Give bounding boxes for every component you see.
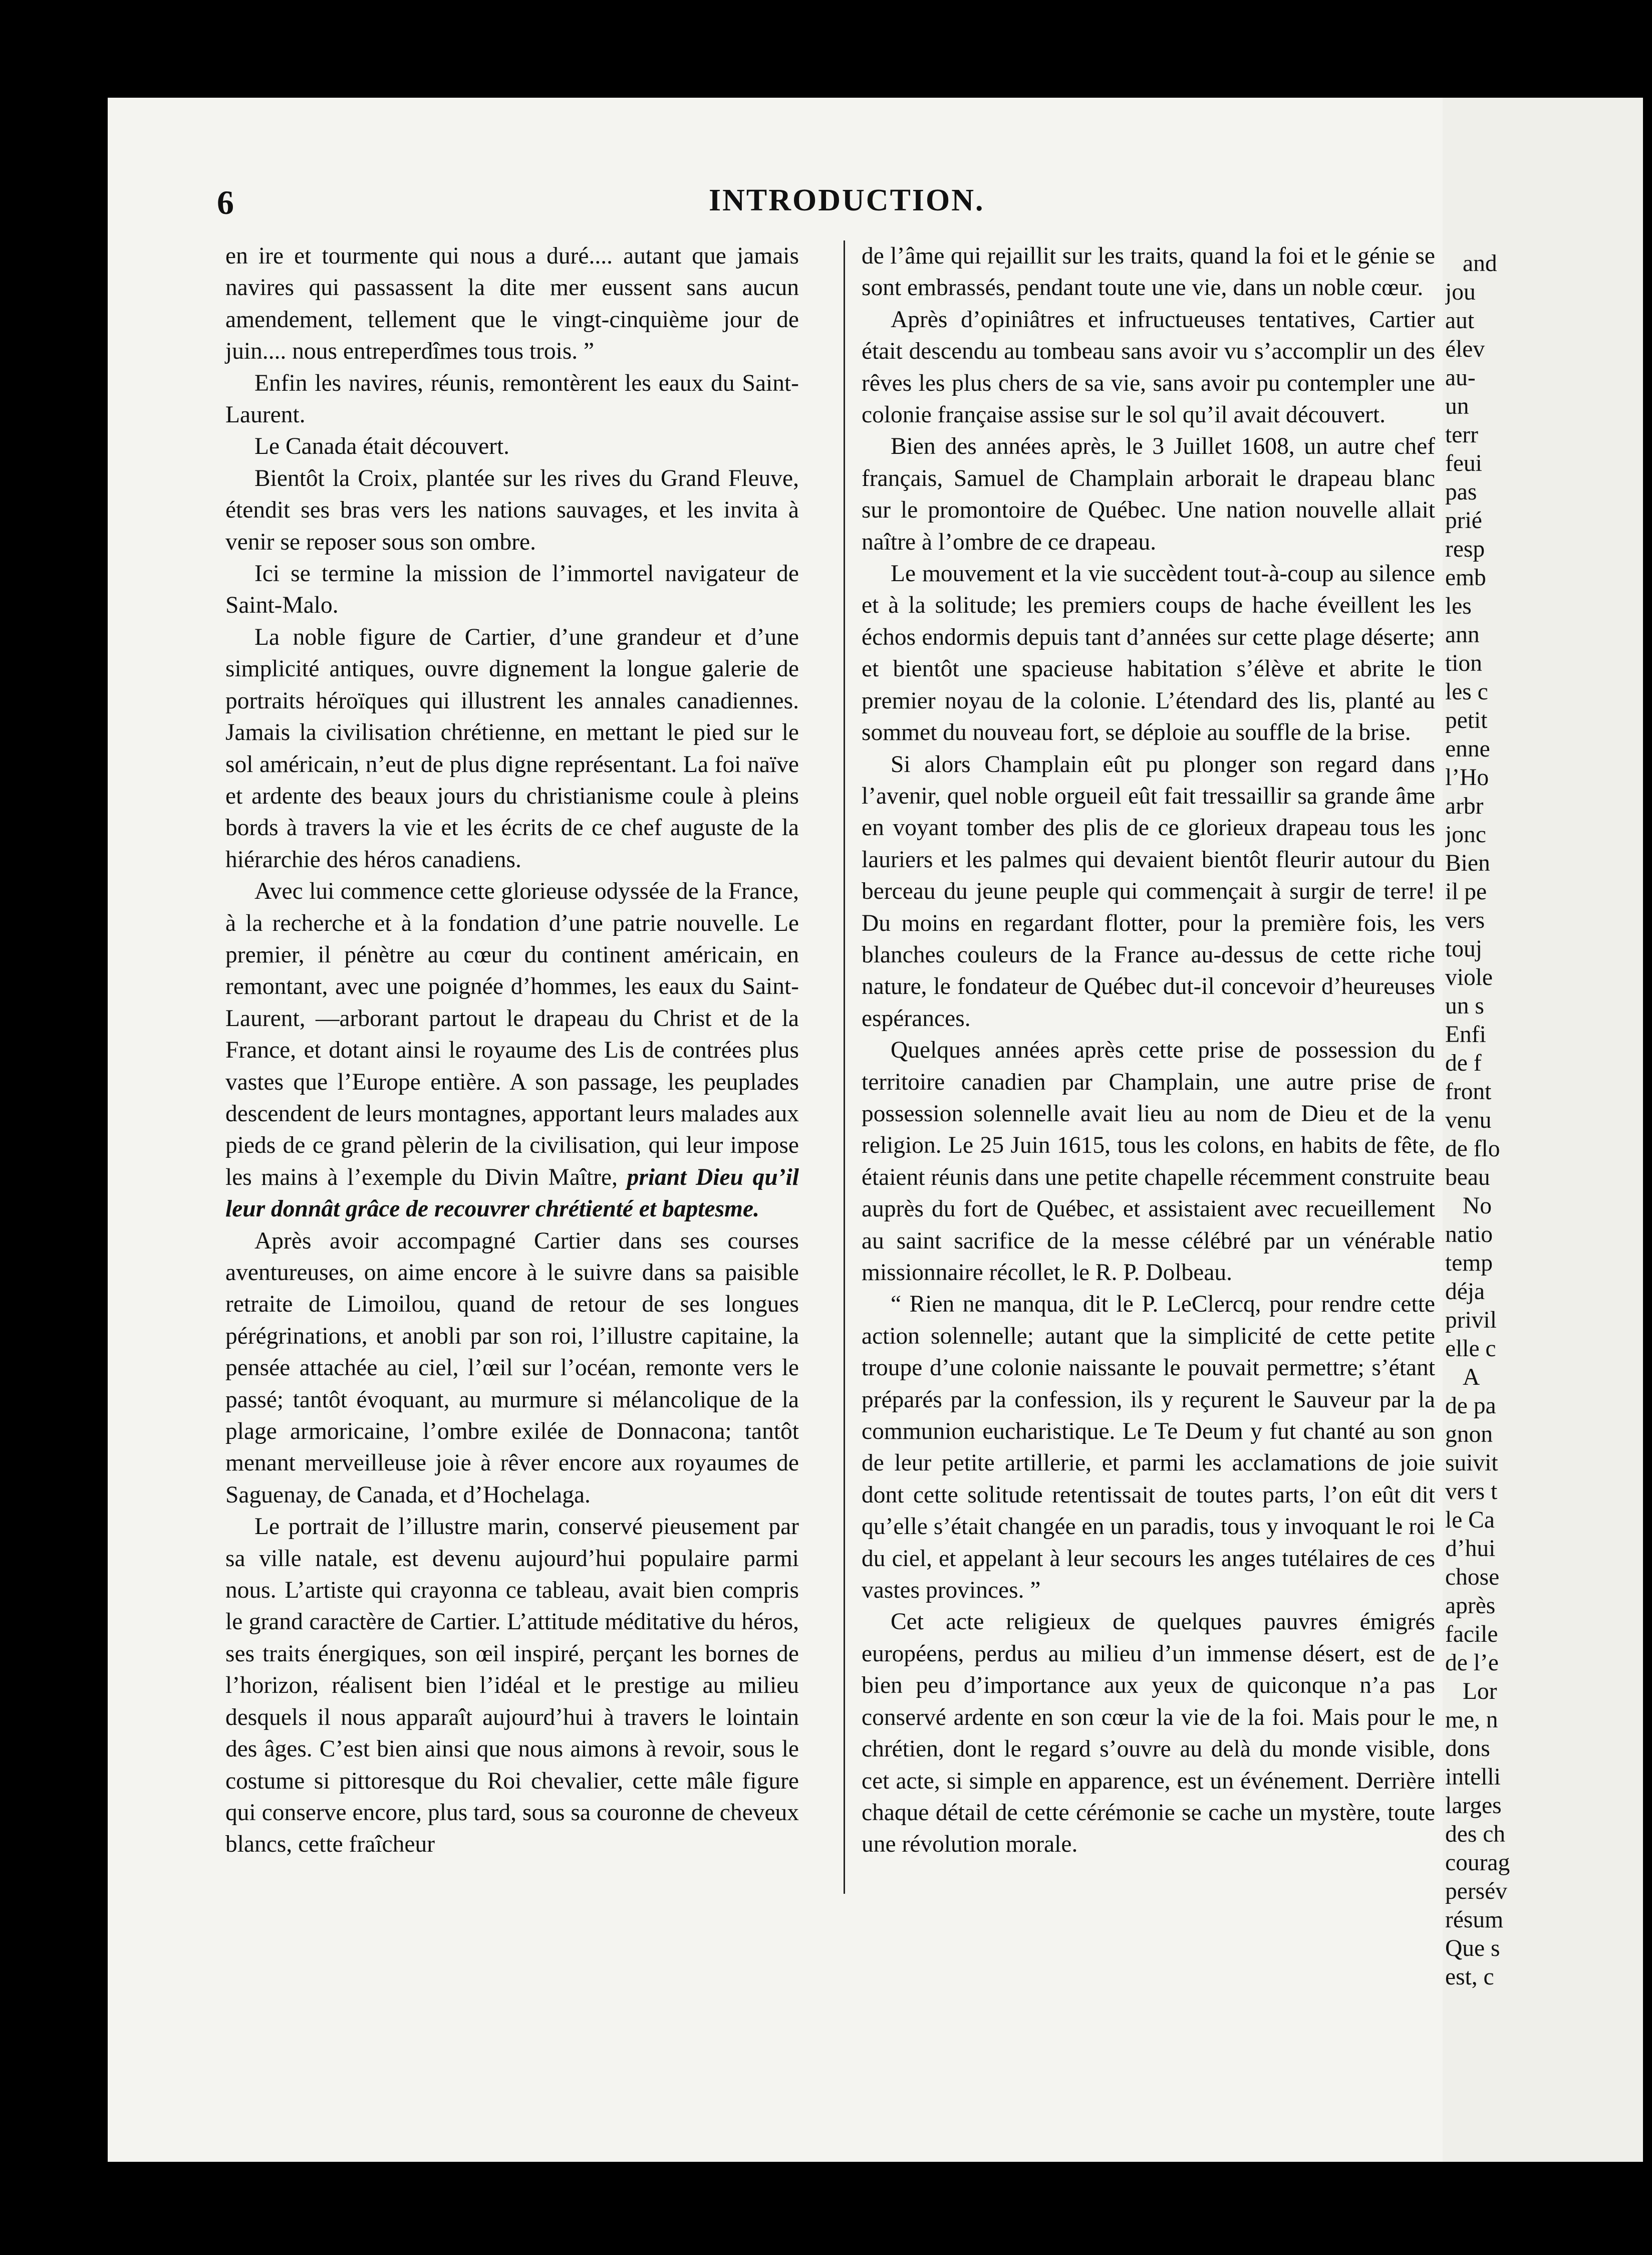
paragraph-text: Le Canada était découvert. bbox=[254, 433, 510, 460]
paragraph-text: Ici se termine la mission de l’immortel navigateur de Saint-Malo. bbox=[225, 561, 799, 619]
paragraph-text: “ Rien ne manqua, dit le P. LeClercq, pour rendre cette action solennelle; autant que la simplicité de cette petite troupe d’une colonie naissante le pouvait permettre; s’étant préparés par la confession, ils y reçurent le Sauveur par la communion eucharistique. Le Te Deum y fut chanté au son de leur petite artillerie, et parmi les acclamations de joie dont cette solitude retentissait de toutes parts, l’on eût dit qu’elle s’était changée en un paradis, tous y invoquant le roi du ciel, et appelant à leur secours les anges tutélaires de ces vastes provinces. ” bbox=[862, 1291, 1435, 1604]
running-title: INTRODUCTION. bbox=[709, 183, 985, 217]
paragraph-text: Après d’opiniâtres et infructueuses tentatives, Cartier était descendu au tombeau sans avoir vu s’accomplir un des rêves les plus chers de sa vie, sans avoir pu contempler une colonie française assise sur le sol qu’il avait découvert. bbox=[862, 306, 1435, 428]
paragraph bbox=[225, 622, 799, 876]
facing-page-fragment: beau bbox=[1445, 1164, 1490, 1190]
facing-page-fragment: dons bbox=[1445, 1735, 1490, 1762]
facing-page-fragment: front bbox=[1445, 1079, 1492, 1105]
paragraph-text: Bientôt la Croix, plantée sur les rives du Grand Fleuve, étendit ses bras vers les nations sauvages, et les invita à venir se reposer sous son ombre. bbox=[225, 465, 799, 555]
facing-page-fragment: natio bbox=[1445, 1221, 1493, 1247]
paragraph-text: Enfin les navires, réunis, remontèrent les eaux du Saint-Laurent. bbox=[225, 370, 799, 428]
paragraph bbox=[225, 240, 799, 368]
facing-page-fragment: l’Ho bbox=[1445, 765, 1489, 791]
facing-page-fragment: suivit bbox=[1445, 1450, 1498, 1476]
column-divider bbox=[844, 240, 845, 1894]
facing-page-fragment: aut bbox=[1445, 308, 1475, 334]
document-page bbox=[108, 98, 1538, 2162]
facing-page-fragment: élev bbox=[1445, 336, 1485, 362]
facing-page-fragment: venu bbox=[1445, 1107, 1492, 1133]
paragraph-text: La noble figure de Cartier, d’une grandeur et d’une simplicité antiques, ouvre dignement la longue galerie de portraits héroïques qui illustrent les annales canadiennes. Jamais la civilisation chrétienne, en mettant le pied sur le sol américain, n’eut de plus digne représentant. La foi naïve et ardente des beaux jours du christianisme coule à pleins bords à travers la vie et les écrits de ce chef auguste de la hiérarchie des héros canadiens. bbox=[225, 624, 799, 873]
facing-page-fragment: déja bbox=[1445, 1279, 1485, 1305]
facing-page-fragment: larges bbox=[1445, 1793, 1502, 1819]
facing-page-fragment: le Ca bbox=[1445, 1507, 1495, 1533]
facing-page-fragment: un s bbox=[1445, 993, 1484, 1019]
paragraph bbox=[862, 304, 1435, 431]
facing-page-fragment: A bbox=[1463, 1364, 1480, 1390]
facing-page-fragment: emb bbox=[1445, 565, 1486, 591]
facing-page-fragment: vers t bbox=[1445, 1478, 1498, 1505]
facing-page-edge bbox=[1443, 98, 1643, 2162]
paragraph bbox=[225, 431, 799, 462]
paragraph-text: Avec lui commence cette glorieuse odyssée de la France, à la recherche et à la fondation d’une patrie nouvelle. Le premier, il pénètre au cœur du continent américain, en remontant, avec une poignée d’hommes, les eaux du Saint-Laurent, —arborant partout le drapeau du Christ et de la France, et dotant ainsi le royaume des Lis de contrées plus vastes que l’Europe entière. A son passage, les peuplades descendent de leurs montagnes, apportant leurs malades aux pieds de ce grand pèlerin de la civilisation, qui leur impose les mains à l’exemple du Divin Maître, bbox=[225, 878, 799, 1190]
facing-page-fragment: intelli bbox=[1445, 1764, 1501, 1790]
paragraph-text: en ire et tourmente qui nous a duré.... autant que jamais navires qui passassent la dite mer eussent sans aucun amendement, tellement que le vingt-cinquième jour de juin.... nous entreperdîmes tous trois. ” bbox=[225, 243, 799, 365]
facing-page-fragment: petit bbox=[1445, 707, 1488, 733]
paragraph-text: Après avoir accompagné Cartier dans ses courses aventureuses, on aime encore à le suivre dans sa paisible retraite de Limoilou, quand de retour de ses longues pérégrinations, et anobli par son roi, l’illustre capitaine, la pensée attachée au ciel, l’œil sur l’océan, remonte vers le passé; tantôt évoquant, au murmure si mélancolique de la plage armoricaine, l’ombre exilée de Donnacona; tantôt menant merveilleuse joie à rêver encore aux royaumes de Saguenay, de Canada, et d’Hochelaga. bbox=[225, 1227, 799, 1508]
paragraph bbox=[862, 1606, 1435, 1860]
paragraph bbox=[862, 431, 1435, 558]
facing-page-fragment: un bbox=[1445, 393, 1469, 419]
facing-page-fragment: jonc bbox=[1445, 822, 1486, 848]
facing-page-fragment: les bbox=[1445, 593, 1472, 619]
facing-page-fragment: and bbox=[1463, 250, 1497, 277]
paragraph-text: Si alors Champlain eût pu plonger son regard dans l’avenir, quel noble orgueil eût fait tressaillir sa grande âme en voyant tomber des plis de ce glorieux drapeau tous les lauriers et les palmes qui devaient bientôt fleurir autour du berceau du jeune peuple qui commençait à surgir de terre! Du moins en regardant flotter, pour la première fois, les blanches couleurs de la France au-dessus de cette riche nature, le fondateur de Québec dut-il concevoir d’heureuses espérances. bbox=[862, 751, 1435, 1032]
paragraph bbox=[225, 463, 799, 558]
right-column bbox=[862, 240, 1435, 1861]
paragraph-text: Bien des années après, le 3 Juillet 1608, un autre chef français, Samuel de Champlain arborait le drapeau blanc sur le promontoire de Québec. Une nation nouvelle allait naître à l’ombre de ce drapeau. bbox=[862, 433, 1435, 555]
page-number: 6 bbox=[217, 183, 234, 221]
facing-page-fragment: est, c bbox=[1445, 1964, 1494, 1990]
facing-page-fragment: persév bbox=[1445, 1878, 1507, 1904]
facing-page-fragment: arbr bbox=[1445, 793, 1484, 819]
facing-page-fragment: courag bbox=[1445, 1850, 1510, 1876]
paragraph-text: de l’âme qui rejaillit sur les traits, quand la foi et le génie se sont embrassés, pendant toute une vie, dans un noble cœur. bbox=[862, 243, 1435, 301]
left-column bbox=[225, 240, 799, 1861]
facing-page-fragment: touj bbox=[1445, 936, 1482, 962]
facing-page-fragment: feui bbox=[1445, 450, 1482, 476]
facing-page-fragment: ann bbox=[1445, 622, 1480, 648]
facing-page-fragment: de flo bbox=[1445, 1136, 1500, 1162]
facing-page-fragment: prié bbox=[1445, 508, 1482, 534]
paragraph bbox=[225, 558, 799, 622]
facing-page-fragment: les c bbox=[1445, 679, 1488, 705]
facing-page-fragment: elle c bbox=[1445, 1336, 1496, 1362]
facing-page-fragment: après bbox=[1445, 1593, 1496, 1619]
facing-page-fragment: No bbox=[1463, 1193, 1492, 1219]
facing-page-fragment: au- bbox=[1445, 365, 1476, 391]
paragraph bbox=[225, 876, 799, 1225]
facing-page-fragment: facile bbox=[1445, 1621, 1498, 1647]
facing-page-fragment: de l’e bbox=[1445, 1650, 1499, 1676]
facing-page-fragment: Lor bbox=[1463, 1678, 1497, 1704]
paragraph bbox=[862, 1289, 1435, 1606]
facing-page-fragment: me, n bbox=[1445, 1707, 1498, 1733]
facing-page-fragment: gnon bbox=[1445, 1421, 1493, 1447]
facing-page-fragment: Que s bbox=[1445, 1935, 1500, 1961]
facing-page-fragment: vers bbox=[1445, 907, 1485, 933]
paragraph bbox=[862, 558, 1435, 748]
facing-page-fragment: privil bbox=[1445, 1307, 1497, 1333]
facing-page-fragment: des ch bbox=[1445, 1821, 1506, 1847]
facing-page-fragment: Enfi bbox=[1445, 1022, 1486, 1048]
facing-page-fragment: de f bbox=[1445, 1050, 1482, 1076]
paragraph bbox=[225, 1511, 799, 1860]
facing-page-fragment: temp bbox=[1445, 1250, 1493, 1276]
paragraph-text: Le portrait de l’illustre marin, conservé pieusement par sa ville natale, est devenu aujourd’hui populaire parmi nous. L’artiste qui crayonna ce tableau, avait bien compris le grand caractère de Cartier. L’attitude méditative du héros, ses traits énergiques, son œil inspiré, perçant les bornes de l’horizon, réalisent bien l’idéal et le prestige au milieu desquels il nous apparaît aujourd’hui à travers le lointain des âges. C’est bien ainsi que nous aimons à revoir, sous le costume si pittoresque du Roi chevalier, cette mâle figure qui conserve encore, plus tard, sous sa couronne de cheveux blancs, cette fraîcheur bbox=[225, 1514, 799, 1858]
paragraph-text: Cet acte religieux de quelques pauvres émigrés européens, perdus au milieu d’un immense désert, est de bien peu d’importance aux yeux de quiconque n’a pas conservé ardente en son cœur la vie de la foi. Mais pour le chrétien, dont le regard s’ouvre au delà du monde visible, cet acte, si simple en apparence, est un événement. Derrière chaque détail de cette cérémonie se cache un mystère, toute une révolution morale. bbox=[862, 1609, 1435, 1858]
facing-page-fragment: enne bbox=[1445, 736, 1490, 762]
facing-page-fragment: terr bbox=[1445, 422, 1478, 448]
facing-page-fragment: jou bbox=[1445, 279, 1476, 305]
facing-page-fragment: viole bbox=[1445, 964, 1493, 990]
paragraph bbox=[225, 368, 799, 431]
facing-page-fragment: resp bbox=[1445, 536, 1485, 562]
facing-page-fragment: d’hui bbox=[1445, 1536, 1496, 1562]
page-header bbox=[108, 183, 1034, 243]
paragraph bbox=[862, 1035, 1435, 1289]
facing-page-fragment: il pe bbox=[1445, 879, 1487, 905]
paragraph-text: Le mouvement et la vie succèdent tout-à-coup au silence et à la solitude; les premiers coups de hache éveillent les échos endormis depuis tant d’années sur cette plage déserte; et bientôt une spacieuse habitation s’élève et abrite le premier noyau de la colonie. L’étendard des lis, planté au sommet du nouveau fort, se déploie au souffle de la brise. bbox=[862, 561, 1435, 746]
paragraph-text: Quelques années après cette prise de possession du territoire canadien par Champlain, une autre prise de possession solennelle avait lieu au nom de Dieu et de la religion. Le 25 Juin 1615, tous les colons, en habits de fête, étaient réunis dans une petite chapelle récemment construite auprès du fort de Québec, et assistaient avec recueillement au saint sacrifice de la messe célébré par un vénérable missionnaire récollet, le R. P. Dolbeau. bbox=[862, 1037, 1435, 1286]
paragraph bbox=[225, 1225, 799, 1512]
paragraph bbox=[862, 749, 1435, 1035]
facing-page-fragment: chose bbox=[1445, 1564, 1500, 1590]
facing-page-fragment: de pa bbox=[1445, 1393, 1496, 1419]
facing-page-fragment: pas bbox=[1445, 479, 1477, 505]
paragraph bbox=[862, 240, 1435, 304]
facing-page-fragment: tion bbox=[1445, 650, 1482, 676]
facing-page-fragment: résum bbox=[1445, 1907, 1504, 1933]
italic-quote: priant Dieu qu’il leur donnât grâce de recouvrer chrétienté et baptesme. bbox=[225, 1164, 799, 1222]
facing-page-fragment: Bien bbox=[1445, 850, 1490, 876]
